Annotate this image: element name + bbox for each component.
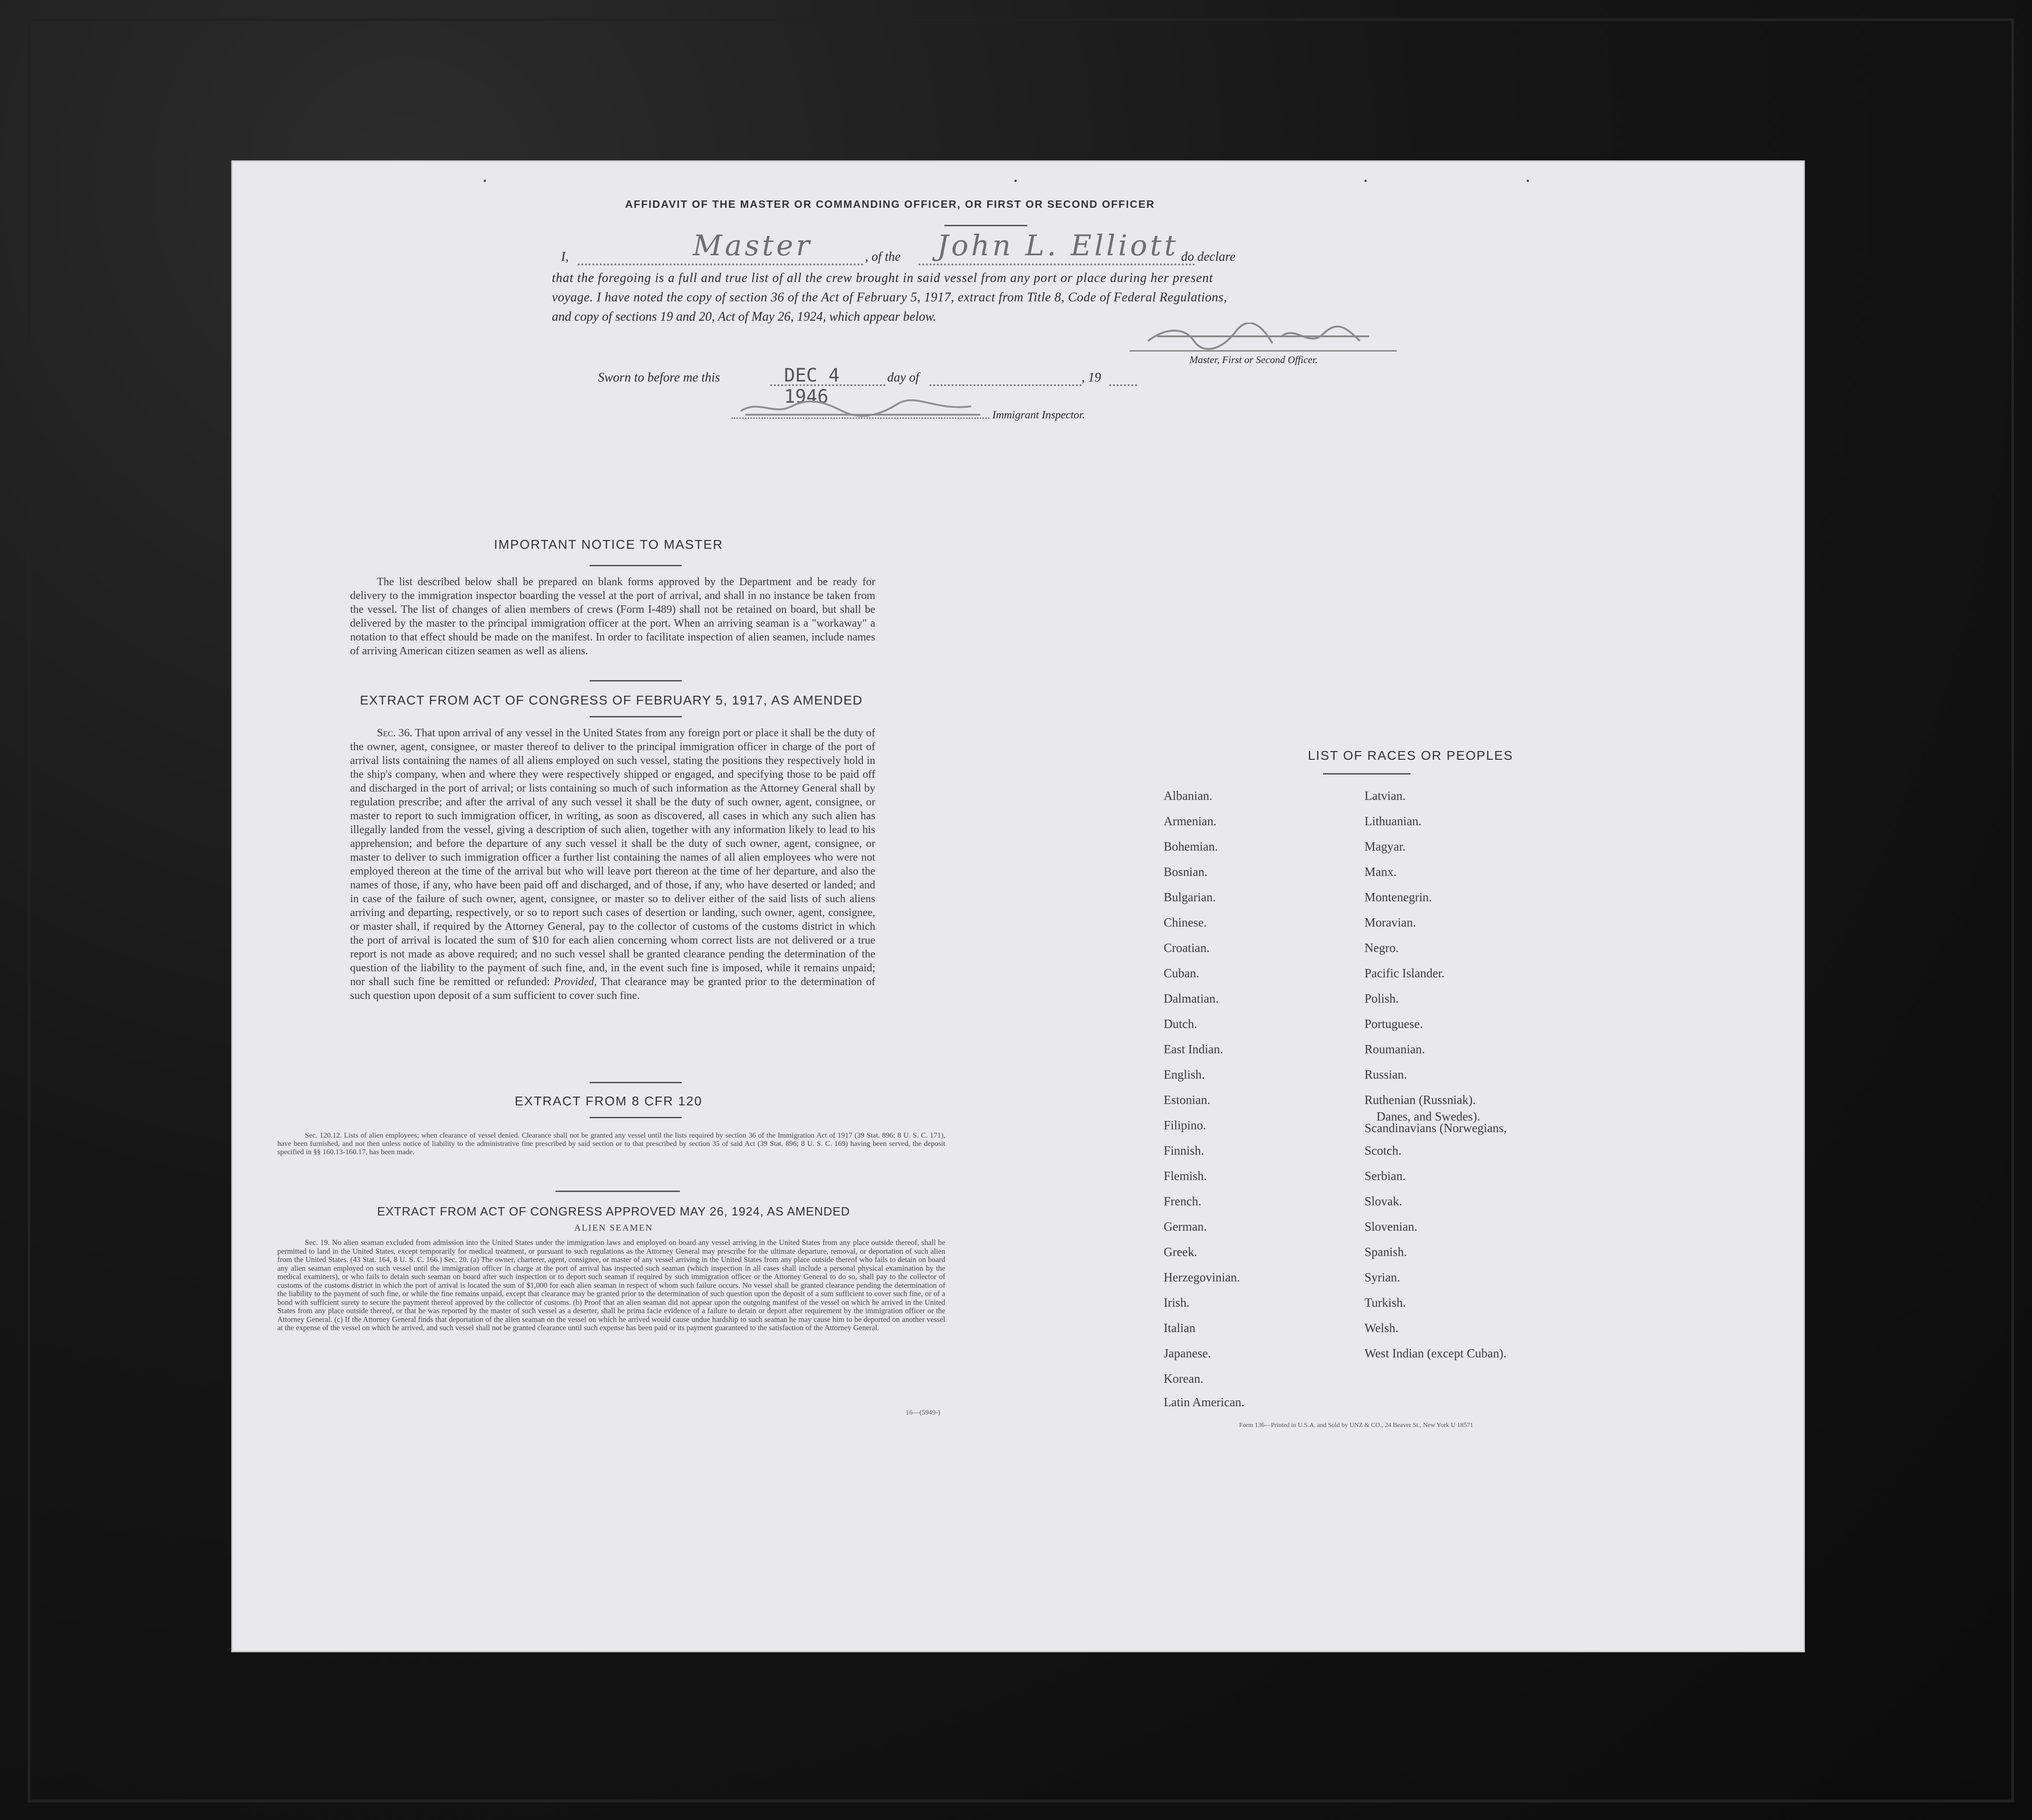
year-prefix: , 19 [1082, 370, 1101, 385]
proviso-label: Provided, [554, 976, 597, 988]
race-list-item: Montenegrin. [1364, 890, 1432, 904]
race-list-item: Latin American. [1164, 1395, 1245, 1409]
race-list-item: Welsh. [1364, 1321, 1399, 1335]
race-list-item: Bulgarian. [1164, 890, 1216, 904]
printer-footer: Form 136—Printed in U.S.A. and Sold by UNZ & CO., 24 Beaver St., New York U 18571 [1239, 1422, 1473, 1429]
race-list-item: Slovak. [1364, 1194, 1402, 1208]
race-list-item: Irish. [1164, 1296, 1190, 1309]
race-list-item: Finnish. [1164, 1144, 1204, 1157]
affidavit-line-4: and copy of sections 19 and 20, Act of May 26, 1924, which appear below. [552, 310, 937, 324]
affidavit-line-3: voyage. I have noted the copy of section 36 of the Act of February 5, 1917, extract from Title 8, Code of Federal Regulations, [552, 290, 1227, 305]
race-list-item: Turkish. [1364, 1296, 1406, 1309]
cfr-end-divider [556, 1191, 680, 1192]
affidavit-line-1 [557, 229, 1474, 268]
notice-text: The list described below shall be prepared on blank forms approved by the Department and be ready for delivery to the immigration inspector boarding the vessel at the port of arrival, and shall in no instance be taken from the vessel. The list of changes of alien members of crews (Form I-489) shall not be retained on board, but shall be delivered by the master to the principal immigration officer at the port. When an arriving seaman is a "workaway" a notation to that effect should be made on the manifest. In order to facilitate inspection of alien seamen, include names of arriving American citizen seamen as well as aliens. [350, 576, 875, 657]
race-list-item: Spanish. [1364, 1245, 1407, 1259]
vessel-field[interactable] [919, 229, 1195, 265]
section-36-text: That upon arrival of any vessel in the United States from any foreign port or place it shall be the duty of the owner, agent, consignee, or master thereof to deliver to the principal immigration officer in charge of the port of arrival lists containing the names of all aliens employed on such vessel, stating the positions they respectively hold in the ship's company, when and where they were respectively shipped or engaged, and specifying those to be paid off and discharged in the port of arrival; or lists containing so much of such information as the Attorney General shall by regulation prescribe; and after the arrival of any such vessel it shall be the duty of such owner, agent, consignee, or master to report to such immigration officer, in writing, as soon as discovered, all cases in which any such alien has illegally landed from the vessel, giving a description of such alien, together with any information likely to lead to his apprehension; and before the departure of any such vessel it shall be the duty of such owner, agent, consignee, or master to deliver to such immigration officer a further list containing the names of all alien employees who were not employed thereon at the time of the arrival but who will leave port thereon at the time of her departure, and also the names of those, if any, who have been paid off and discharged, and of those, if any, who have deserted or landed; and in case of the failure of such owner, agent, consignee, or master so to deliver either of the said lists of such aliens arriving and departing, respectively, or so to report such cases of desertion or landing, such owner, agent, consignee, or master shall, if required by the Attorney General, pay to the collector of customs of the customs district in which the port of arrival is located the sum of $10 for each alien concerning whom correct lists are not delivered or a true report is not made as above required; and no such vessel shall be granted clearance pending the determination of the question of the liability to the payment of such fine, and, in the event such fine is imposed, while it remains unpaid; nor shall such fine be remitted or refunded: [350, 727, 875, 988]
races-heading: LIST OF RACES OR PEOPLES [1308, 748, 1513, 763]
sworn-label: Sworn to before me this [598, 370, 720, 385]
cfr-text: Sec. 120.12. Lists of alien employees; when clearance of vessel denied. Clearance shall not be granted any vessel until the lists required by section 36 of the Immigration Act of 1917 (39 Stat. 896; 8 U. S. C. 171), have been furnished, and not then unless notice of liability to the administrative fine prescribed by said section or to that prescribed by section 35 of said Act (39 Stat. 896; 8 U. S. C. 169) having been served, the deposit specified in §§ 160.13-160.17, has been made. [277, 1132, 945, 1156]
race-list-item: Latvian. [1364, 789, 1406, 803]
races-divider [1323, 773, 1411, 775]
extract-1924-heading: EXTRACT FROM ACT OF CONGRESS APPROVED MAY 26, 1924, AS AMENDED [377, 1204, 850, 1218]
race-list-item: Ruthenian (Russniak). [1364, 1093, 1476, 1107]
notice-heading: IMPORTANT NOTICE TO MASTER [494, 537, 723, 552]
race-list-item: East Indian. [1164, 1042, 1223, 1056]
inspector-caption: Immigrant Inspector. [992, 409, 1085, 421]
extract-1917-end-divider [590, 1082, 682, 1083]
race-list-item: Herzegovinian. [1164, 1270, 1240, 1284]
section-36-label: Sec. 36. [377, 727, 413, 739]
race-list-item: Scotch. [1364, 1144, 1402, 1157]
cfr-divider [590, 1117, 682, 1118]
affidavit-heading: AFFIDAVIT OF THE MASTER OR COMMANDING OFFICER, OR FIRST OR SECOND OFFICER [625, 198, 1155, 210]
race-list-item: Filipino. [1164, 1118, 1206, 1132]
race-list-item: Syrian. [1364, 1270, 1400, 1284]
inspector-signature-field[interactable] [732, 397, 990, 419]
inspector-signature [732, 397, 990, 417]
race-list-item: Moravian. [1364, 916, 1416, 929]
race-list-item: Croatian. [1164, 941, 1210, 955]
affidavit-divider [944, 225, 1027, 226]
do-declare-label: do declare [1181, 250, 1236, 264]
race-list-item: Magyar. [1364, 840, 1406, 853]
race-list-item: Negro. [1364, 941, 1399, 955]
form-page [231, 160, 1805, 1652]
sworn-month-field[interactable] [930, 368, 1082, 386]
sworn-day-field[interactable] [770, 365, 885, 407]
vessel-handwritten: John L. Elliott [937, 229, 1179, 262]
race-list-item: French. [1164, 1194, 1201, 1208]
race-list-item: Dalmatian. [1164, 992, 1219, 1005]
sworn-line [598, 364, 1201, 407]
extract-1917-body [350, 726, 875, 1003]
race-list-item: Lithuanian. [1364, 814, 1422, 828]
extract-1917-divider [590, 716, 682, 717]
race-list-item: Armenian. [1164, 814, 1217, 828]
race-list-item: Slovenian. [1364, 1220, 1417, 1233]
race-list-item: Danes, and Swedes). [1376, 1110, 1480, 1123]
date-stamp: DEC 4 1946 [784, 365, 840, 407]
proviso-text: That clearance may be granted prior to the determination of such question upon deposit of a sum sufficient to cover such fine. [350, 976, 875, 1002]
race-list-item: Japanese. [1164, 1346, 1211, 1360]
race-list-item: West Indian (except Cuban). [1364, 1346, 1507, 1360]
rank-handwritten: Master [693, 229, 813, 262]
race-list-item: Albanian. [1164, 789, 1212, 803]
race-list-item: Greek. [1164, 1245, 1197, 1259]
race-list-item: Korean. [1164, 1372, 1204, 1386]
race-list-item: Roumanian. [1364, 1042, 1425, 1056]
signature-caption: Master, First or Second Officer. [1189, 354, 1318, 365]
race-list-item: Pacific Islander. [1364, 966, 1445, 980]
scan-speck [484, 180, 486, 182]
form-code: 16—(5949-) [906, 1409, 940, 1416]
extract-1924-text: Sec. 19. No alien seaman excluded from admission into the United States under the immigration laws and employed on board any vessel arriving in the United States from any place outside thereof, shall be permitted to land in the United States, except temporarily for medical treatment, or pursuant to such regulations as the Attorney General may prescribe for the ultimate departure, removal, or deportation of such alien from the United States. (43 Stat. 164, 8 U. S. C. 166.) Sec. 20. (a) The owner, charterer, agent, consignee, or master of any vessel arriving in the United States from any place outside thereof who fails to detain on board any alien seaman employed on such vessel until the immigration officer in charge at the port of arrival has inspected such seaman (which inspection in all cases shall include a personal physical examination by the medical examiners), or who fails to detain such seaman on board after such inspection or to deport such seaman if required by such immigration officer or the Attorney General to do so, shall pay to the collector of customs of the customs district in which the port of arrival is located the sum of $1,000 for each alien seaman in respect of whom such failure occurs. No vessel shall be granted clearance pending the determination of the liability to the payment of such fine, or while the fine remains unpaid, except that clearance may be granted prior to the determination of such question upon the deposit of a sum sufficient to cover such fine, or of a bond with sufficient surety to secure the payment thereof approved by the collector of customs. (b) Proof that an alien seaman did not appear upon the outgoing manifest of the vessel on which he arrived in the United States from any place outside thereof, or that he was reported by the master of such vessel as a deserter, shall be prima facie evidence of a failure to detain or deport after requirement by the immigration officer or the Attorney General. (c) If the Attorney General finds that deportation of the alien seaman on the vessel on which he arrived would cause undue hardship to such seaman he may cause him to be deported on another vessel at the expense of the vessel on which he arrived, and such vessel shall not be granted clearance until such expense has been paid or its payment guaranteed to the satisfaction of the Attorney General. [277, 1238, 945, 1332]
sworn-year-field[interactable] [1109, 368, 1137, 386]
race-list-item: Chinese. [1164, 916, 1207, 929]
scan-speck [1364, 180, 1367, 182]
race-list-item: Bohemian. [1164, 840, 1218, 853]
scan-speck [1014, 180, 1017, 182]
signature-scribble [1130, 323, 1397, 350]
i-label: I, [561, 250, 569, 264]
race-list-item: Cuban. [1164, 966, 1200, 980]
affidavit-line-2: that the foregoing is a full and true list of all the crew brought in said vessel from any port or place during her present [552, 271, 1213, 285]
race-list-item: Dutch. [1164, 1017, 1197, 1031]
race-list-item: Italian [1164, 1321, 1195, 1335]
race-list-item: Bosnian. [1164, 865, 1208, 879]
scan-speck [1527, 180, 1529, 182]
race-list-item: Estonian. [1164, 1093, 1211, 1107]
race-list-item: Serbian. [1364, 1169, 1406, 1183]
race-list-item: Manx. [1364, 865, 1397, 879]
notice-divider [590, 565, 682, 566]
race-list-item: Russian. [1364, 1068, 1407, 1081]
race-list-item: Polish. [1364, 992, 1399, 1005]
race-list-item: Flemish. [1164, 1169, 1207, 1183]
notice-end-divider [590, 680, 682, 681]
race-list-item: English. [1164, 1068, 1205, 1081]
day-of-label: day of [887, 370, 919, 385]
master-signature [1130, 323, 1397, 352]
extract-1924-subheading: ALIEN SEAMEN [574, 1223, 653, 1233]
extract-1917-heading: EXTRACT FROM ACT OF CONGRESS OF FEBRUARY 5, 1917, AS AMENDED [360, 693, 863, 707]
race-list-item: German. [1164, 1220, 1207, 1233]
race-list-item: Scandinavians (Norwegians, [1364, 1121, 1507, 1135]
rank-field[interactable] [578, 229, 863, 265]
race-list-item: Portuguese. [1364, 1017, 1423, 1031]
cfr-heading: EXTRACT FROM 8 CFR 120 [515, 1094, 703, 1108]
of-the-label: , of the [865, 250, 901, 264]
